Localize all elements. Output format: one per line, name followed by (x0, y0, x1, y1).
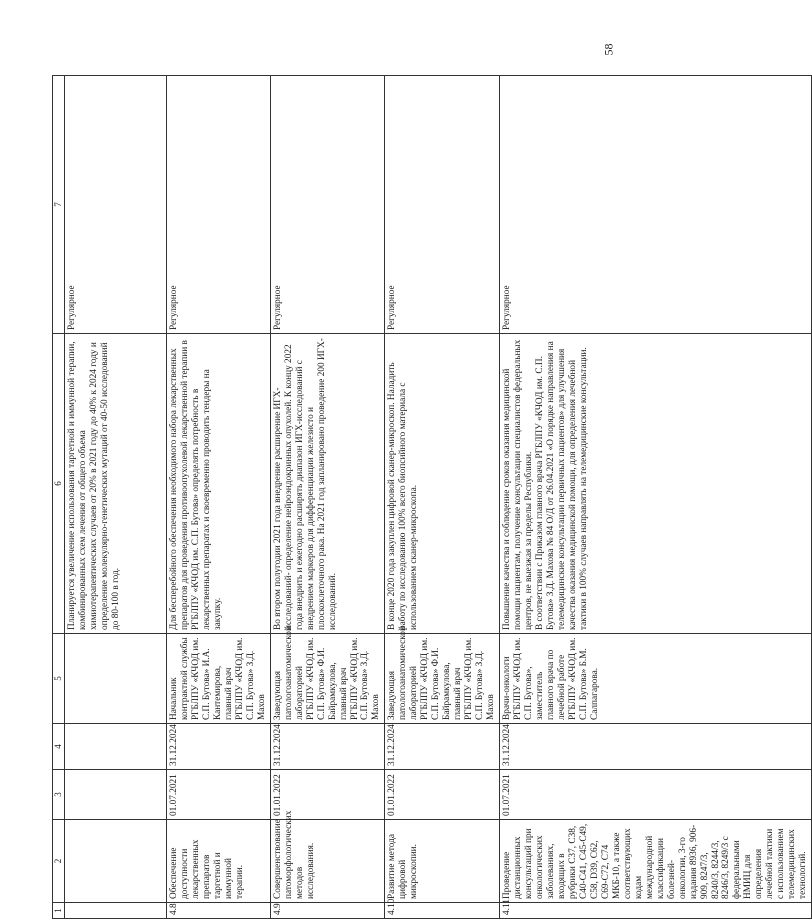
row-number: 4.11 (500, 903, 812, 919)
end-date: 31.12.2024 (270, 724, 385, 770)
responsible: Начальник контрактной службы РГБЛПУ «КЧОД им. С.П. Бутова» И.А. Кантемирова, главный врач РГБЛПУ «КЧОД им. С.П. Бутова» З.Д. Махов (167, 634, 271, 724)
end-date: 31.12.2024 (500, 724, 812, 770)
header-cell: 4 (53, 724, 65, 770)
activity-name (65, 820, 167, 903)
document-table-rotated (52, 75, 809, 919)
periodicity: Регулярное (385, 76, 500, 334)
header-cell: 1 (53, 903, 65, 919)
periodicity: Регулярное (270, 76, 385, 334)
start-date (65, 770, 167, 820)
page-number: 58 (601, 43, 616, 56)
start-date: 01.01.2022 (385, 770, 500, 820)
header-cell: 6 (53, 334, 65, 634)
header-cell: 7 (53, 76, 65, 334)
responsible: Врачи-онкологи РГБЛПУ «КЧОД им. С.П. Бутова», заместитель главного врача по лечебной работе РГБЛПУ «КЧОД им. С.П. Бутова» Б.М. Салпагарова. (500, 634, 812, 724)
table-row (167, 76, 271, 919)
table-row (270, 76, 385, 919)
result-text: В конце 2020 года закуплен цифровой сканер-микроскоп. Наладить работу по исследованию 100% всего биопсийного материала с использованием сканер-микроскопа. (385, 334, 500, 634)
start-date: 01.01.2022 (270, 770, 385, 820)
end-date: 31.12.2024 (167, 724, 271, 770)
table-row (500, 76, 812, 919)
result-paragraph: В соответствии с Приказом главного врача РГБЛПУ «КЧОД им. С.П. Бутова» З.Д. Махова № 84 О/Д от 26.04.2021 «О порядке направления на телемедицинские консультации первичных пациентов» для улучшения качества оказания медицинской помощи, для определения лечебной тактики в 100% случаев направлять на телемедицинские консультации. (535, 341, 589, 630)
activity-name: Совершенствование патоморфологических методов исследования. (270, 820, 385, 903)
start-date: 01.07.2021 (167, 770, 271, 820)
result-text: Для бесперебойного обеспечения необходимого набора лекарственных препаратов для проведения противоопухолевой лекарственной терапии в РГБЛПУ «КЧОД им. С.П. Бутова» определять потребность в лекарственных препаратах и своевременно проводить тендеры на закупку. (167, 334, 271, 634)
periodicity: Регулярное (500, 76, 812, 334)
table-row (385, 76, 500, 919)
responsible: Заведующая патологоанатомической лабораторией РГБЛПУ «КЧОД им. С.П. Бутова» Ф.И. Байрамкулова, главный врач РГБЛПУ «КЧОД им. С.П. Бутова» З.Д. Махов (385, 634, 500, 724)
start-date: 01.07.2021 (500, 770, 812, 820)
result-text: Во втором полугодии 2021 года внедрение расширение ИГХ-исследований- определение нейроэндокринных опухолей. К концу 2022 года внедрить и ежегодно расширять диапазон ИГХ-исследований с внедрением маркеров для дифференциации железисто и плоскоклеточного рака. На 2021 год запланировано проведение 200 ИГХ-исследований. (270, 334, 385, 634)
result-text: Планируется увеличение использования таргетной и иммунной терапии, комбинированных схем лечения от общего объема химиотерапевтических случаев от 20% в 2021 году до 40% к 2024 году и определение молекулярно-генетических мутаций от 40-50 исследований до 80-100 в год. (65, 334, 167, 634)
row-number: 4.10 (385, 903, 500, 919)
row-number (65, 903, 167, 919)
table-row (65, 76, 167, 919)
responsible (65, 634, 167, 724)
periodicity: Регулярное (167, 76, 271, 334)
header-cell: 3 (53, 770, 65, 820)
header-cell: 5 (53, 634, 65, 724)
table-header-row (53, 76, 65, 919)
end-date: 31.12.2024 (385, 724, 500, 770)
responsible: Заведующая патологоанатомической лабораторией РГБЛПУ «КЧОД им. С.П. Бутова» Ф.И. Байрамкулова, главный врач РГБЛПУ «КЧОД им. С.П. Бутова» З.Д. Махов (270, 634, 385, 724)
end-date (65, 724, 167, 770)
row-number: 4.8 (167, 903, 271, 919)
activity-name: Проведение дистанционных консультаций при онкологических заболеваниях, входящих в рубрики С37, С38, С40-С41, С45-С49, С58, D39, С62, С69-С72, С74 МКБ-10, а также соответствующих кодам международной классификации болезней-онкологии, 3-го издания 8936, 906-909, 8247/3, 8240/3, 8244/3, 8246/3, 8249/3 с федеральными НМИЦ для определения лечебной тактики с использованием телемедицинских технологий. (500, 820, 812, 903)
activity-name: Развитие метода цифровой микроскопии. (385, 820, 500, 903)
plan-table (52, 75, 812, 919)
row-number: 4.9 (270, 903, 385, 919)
activity-name: Обеспечение доступности лекарственных препаратов таргетной и иммунной терапии. (167, 820, 271, 903)
result-paragraph: Повышение качества и соблюдение сроков оказания медицинской помощи пациентам, получение консультации специалистов федеральных центров, не выезжая за пределы Республики. (502, 339, 535, 630)
header-cell: 2 (53, 820, 65, 903)
periodicity: Регулярное (65, 76, 167, 334)
result-text (500, 334, 812, 634)
